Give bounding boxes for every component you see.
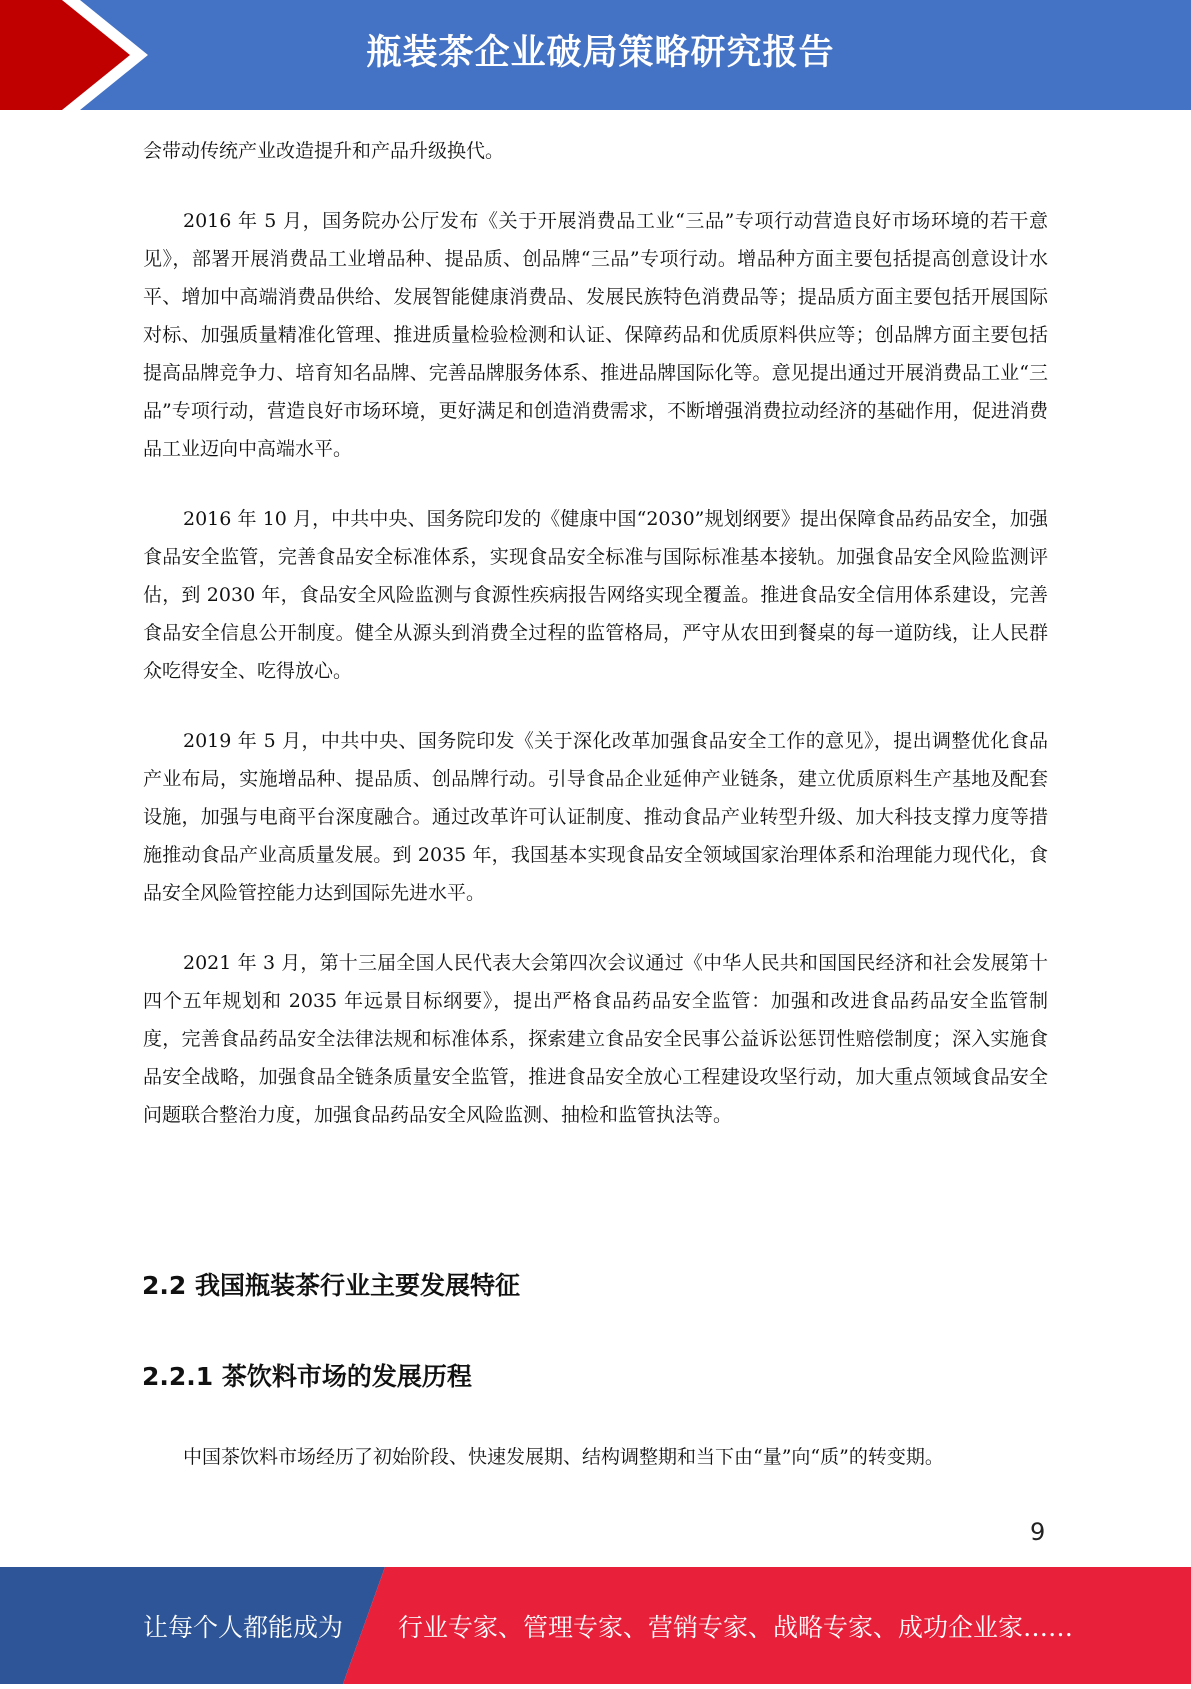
paragraph-2019-may: 2019 年 5 月，中共中央、国务院印发《关于深化改革加强食品安全工作的意见》，提出调整优化食品产业布局，实施增品种、提品质、创品牌行动。引导食品企业延伸产业链条，建立优质原料生产基地及配套设施，加强与电商平台深度融合。通过改革许可认证制度、推动食品产业转型升级、加大科技支撑力度等措施推动食品产业高质量发展。到 2035 年，我国基本实现食品安全领域国家治理体系和治理能力现代化，食品安全风险管控能力达到国际先进水平。: [143, 730, 1048, 904]
body-text: [143, 132, 1048, 1134]
section-heading: 2.2 我国瓶装茶行业主要发展特征: [142, 1271, 520, 1300]
footer-slogan-left: 让每个人都能成为: [143, 1613, 344, 1642]
paragraph-continuation: 会带动传统产业改造提升和产品升级换代。: [143, 140, 505, 162]
page-header: [0, 0, 1191, 110]
subsection-heading: 2.2.1 茶饮料市场的发展历程: [142, 1362, 472, 1391]
page-footer: [0, 1567, 1191, 1684]
paragraph-2016-october: 2016 年 10 月，中共中央、国务院印发的《健康中国“2030”规划纲要》提出保障食品药品安全，加强食品安全监管，完善食品安全标准体系，实现食品安全标准与国际标准基本接轨。加强食品安全风险监测评估，到 2030 年，食品安全风险监测与食源性疾病报告网络实现全覆盖。推进食品安全信用体系建设，完善食品安全信息公开制度。健全从源头到消费全过程的监管格局，严守从农田到餐桌的每一道防线，让人民群众吃得安全、吃得放心。: [143, 508, 1048, 682]
footer-slogan-right: 行业专家、管理专家、营销专家、战略专家、成功企业家……: [398, 1613, 1074, 1642]
page-number: 9: [1030, 1518, 1046, 1546]
paragraph-tea-market-history: 中国茶饮料市场经历了初始阶段、快速发展期、结构调整期和当下由“量”向“质”的转变期。: [183, 1446, 944, 1468]
paragraph-2016-may: 2016 年 5 月，国务院办公厅发布《关于开展消费品工业“三品”专项行动营造良好市场环境的若干意见》，部署开展消费品工业增品种、提品质、创品牌“三品”专项行动。增品种方面主要包括提高创意设计水平、增加中高端消费品供给、发展智能健康消费品、发展民族特色消费品等；提品质方面主要包括开展国际对标、加强质量精准化管理、推进质量检验检测和认证、保障药品和优质原料供应等；创品牌方面主要包括提高品牌竞争力、培育知名品牌、完善品牌服务体系、推进品牌国际化等。意见提出通过开展消费品工业“三品”专项行动，营造良好市场环境，更好满足和创造消费需求，不断增强消费拉动经济的基础作用，促进消费品工业迈向中高端水平。: [143, 210, 1048, 460]
report-title: 瓶装茶企业破局策略研究报告: [366, 33, 835, 73]
paragraph-2021-march: 2021 年 3 月，第十三届全国人民代表大会第四次会议通过《中华人民共和国国民经济和社会发展第十四个五年规划和 2035 年远景目标纲要》，提出严格食品药品安全监管：加强和改进食品药品安全监管制度，完善食品药品安全法律法规和标准体系，探索建立食品安全民事公益诉讼惩罚性赔偿制度；深入实施食品安全战略，加强食品全链条质量安全监管，推进食品安全放心工程建设攻坚行动，加大重点领域食品安全问题联合整治力度，加强食品药品安全风险监测、抽检和监管执法等。: [143, 952, 1048, 1126]
section-intro: [143, 1438, 1048, 1476]
